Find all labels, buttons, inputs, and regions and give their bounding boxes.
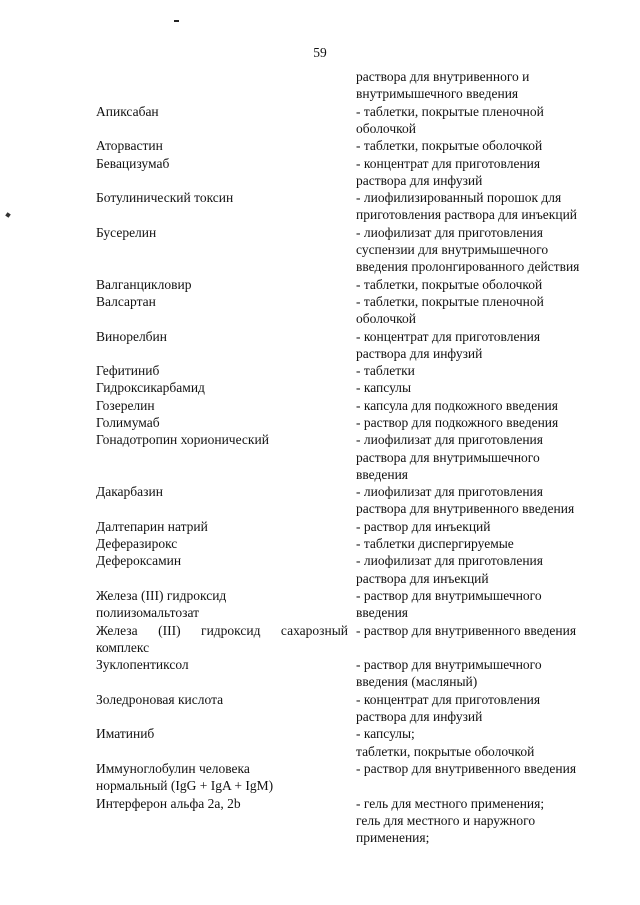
drug-name: [96, 397, 348, 414]
drug-name-line: Бевацизумаб: [96, 155, 170, 171]
dosage-form: [356, 293, 606, 328]
drug-name-line: Далтепарин натрий: [96, 518, 208, 534]
dosage-form: [356, 587, 606, 622]
drug-name: [96, 725, 348, 742]
dosage-form-line: - капсула для подкожного введения: [356, 397, 558, 413]
drug-name: [96, 293, 348, 310]
dosage-form: [356, 224, 606, 276]
drug-name-line: Гозерелин: [96, 397, 155, 413]
dosage-form-line: раствора для внутривенного и: [356, 69, 530, 84]
drug-name: [96, 362, 348, 379]
dosage-form-line: введения: [356, 605, 409, 621]
dosage-form: [356, 103, 606, 138]
dosage-form-line: применения;: [356, 830, 430, 846]
drug-name-line: Дефероксамин: [96, 553, 182, 569]
drug-name-line: Золедроновая кислота: [96, 691, 224, 707]
dosage-form-line: - раствор для внутримышечного: [356, 657, 542, 673]
dosage-form-line: суспензии для внутримышечного: [356, 241, 549, 257]
drug-name: [96, 622, 348, 657]
dosage-form: [356, 483, 606, 518]
dosage-form-line: гель для местного и наружного: [356, 812, 536, 828]
dosage-form-line: - лиофилизат для приготовления: [356, 484, 543, 500]
dosage-form-line: - раствор для инъекций: [356, 518, 491, 534]
dosage-form-line: раствора для инфузий: [356, 709, 483, 725]
drug-name-line: Голимумаб: [96, 415, 160, 430]
drug-name: [96, 656, 348, 673]
dosage-form: [356, 552, 606, 587]
drug-name-line: Гидроксикарбамид: [96, 380, 205, 396]
drug-name: [96, 189, 348, 206]
dosage-form-line: - таблетки диспергируемые: [356, 536, 514, 552]
drug-name-line: полиизомальтозат: [96, 605, 200, 621]
dosage-form-line: введения: [356, 466, 409, 482]
dosage-form-line: - концентрат для приготовления: [356, 691, 541, 707]
dosage-form: [356, 155, 606, 190]
drug-name: [96, 795, 348, 812]
dosage-form: [356, 622, 606, 639]
drug-name-line: Винорелбин: [96, 328, 168, 344]
dosage-form-line: - раствор для внутривенного введения: [356, 622, 577, 638]
drug-name-line: Бусерелин: [96, 224, 157, 240]
drug-name: [96, 760, 348, 795]
drug-name-line: Ботулинический токсин: [96, 190, 234, 206]
drug-name-line: Гонадотропин хорионический: [96, 432, 269, 448]
drug-name-line: нормальный (IgG + IgA + IgM): [96, 778, 274, 794]
dosage-form: [356, 362, 606, 379]
drug-name-line: Деферазирокс: [96, 536, 178, 552]
dosage-form-line: внутримышечного введения: [356, 86, 519, 102]
dosage-form-line: - концентрат для приготовления: [356, 328, 541, 344]
drug-name-line: Железа (III) гидроксид сахарозный: [96, 622, 348, 638]
dosage-form: [356, 725, 606, 760]
drug-name-line: комплекс: [96, 639, 150, 655]
drug-name: [96, 224, 348, 241]
dosage-form: [356, 276, 606, 293]
dosage-form: [356, 414, 606, 431]
drug-name-line: Железа (III) гидроксид: [96, 588, 227, 603]
dosage-form-line: введения (масляный): [356, 674, 478, 690]
dosage-form-line: - концентрат для приготовления: [356, 155, 541, 171]
dosage-form: [356, 691, 606, 726]
drug-name: [96, 328, 348, 345]
dosage-form-line: приготовления раствора для инъекций: [356, 207, 578, 223]
drug-name: [96, 137, 348, 154]
dosage-form-line: - таблетки: [356, 363, 415, 379]
dosage-form-line: - капсулы;: [356, 726, 415, 742]
dosage-form-line: раствора для внутримышечного: [356, 449, 540, 465]
drug-name: [96, 414, 348, 431]
drug-name-line: Апиксабан: [96, 103, 159, 119]
drug-name-line: Дакарбазин: [96, 484, 163, 500]
drug-name: [96, 518, 348, 535]
drug-name: [96, 552, 348, 569]
dosage-form-line: - таблетки, покрытые оболочкой: [356, 138, 543, 154]
drug-name: [96, 483, 348, 500]
dosage-form: [356, 656, 606, 691]
drug-name: [96, 103, 348, 120]
drug-name-line: Аторвастин: [96, 138, 163, 154]
dosage-form: [356, 795, 606, 847]
dosage-form-line: раствора для инфузий: [356, 172, 483, 188]
dosage-form: [356, 189, 606, 224]
drug-name: [96, 379, 348, 396]
dosage-form-line: оболочкой: [356, 120, 416, 136]
drug-name: [96, 431, 348, 448]
dosage-form-line: - лиофилизат для приготовления: [356, 432, 543, 448]
drug-name: [96, 276, 348, 293]
dosage-form: [356, 760, 606, 777]
drug-name-line: Интерферон альфа 2a, 2b: [96, 795, 241, 811]
drug-name-line: Иматиниб: [96, 726, 155, 742]
dosage-form: [356, 518, 606, 535]
dosage-form-line: оболочкой: [356, 311, 416, 327]
dosage-form-line: - гель для местного применения;: [356, 795, 545, 811]
dosage-form-line: - лиофилизат для приготовления: [356, 224, 543, 240]
dosage-form-line: таблетки, покрытые оболочкой: [356, 743, 535, 759]
dosage-form-line: - раствор для внутривенного введения: [356, 761, 577, 776]
drug-name: [96, 535, 348, 552]
dosage-form: [356, 379, 606, 396]
scan-mark: [174, 20, 179, 22]
dosage-form-line: - лиофилизированный порошок для: [356, 190, 562, 206]
dosage-form: [356, 397, 606, 414]
dosage-form-line: введения пролонгированного действия: [356, 259, 580, 275]
dosage-form-line: - таблетки, покрытые пленочной: [356, 293, 544, 309]
scan-mark: [5, 212, 11, 218]
drug-name-line: Иммуноглобулин человека: [96, 761, 250, 776]
drug-name: [96, 691, 348, 708]
page-number: 59: [313, 45, 327, 60]
drug-name-line: Гефитиниб: [96, 363, 160, 379]
dosage-form-line: - таблетки, покрытые оболочкой: [356, 276, 543, 292]
dosage-form: [356, 431, 606, 483]
dosage-form-line: раствора для инъекций: [356, 570, 489, 586]
dosage-form: [356, 137, 606, 154]
dosage-form: [356, 328, 606, 363]
dosage-form-line: - раствор для внутримышечного: [356, 588, 542, 603]
dosage-form: [356, 535, 606, 552]
dosage-form-line: раствора для внутривенного введения: [356, 501, 575, 517]
drug-name: [96, 587, 348, 622]
dosage-form-line: - лиофилизат для приготовления: [356, 553, 543, 569]
drug-name: [96, 155, 348, 172]
drug-name-line: Валсартан: [96, 293, 156, 309]
dosage-form-line: - раствор для подкожного введения: [356, 415, 559, 430]
dosage-form-line: - капсулы: [356, 380, 412, 396]
drug-name-line: Зуклопентиксол: [96, 657, 189, 673]
drug-name-line: Валганцикловир: [96, 276, 192, 292]
dosage-form: [356, 68, 606, 103]
dosage-form-line: раствора для инфузий: [356, 345, 483, 361]
dosage-form-line: - таблетки, покрытые пленочной: [356, 103, 544, 119]
